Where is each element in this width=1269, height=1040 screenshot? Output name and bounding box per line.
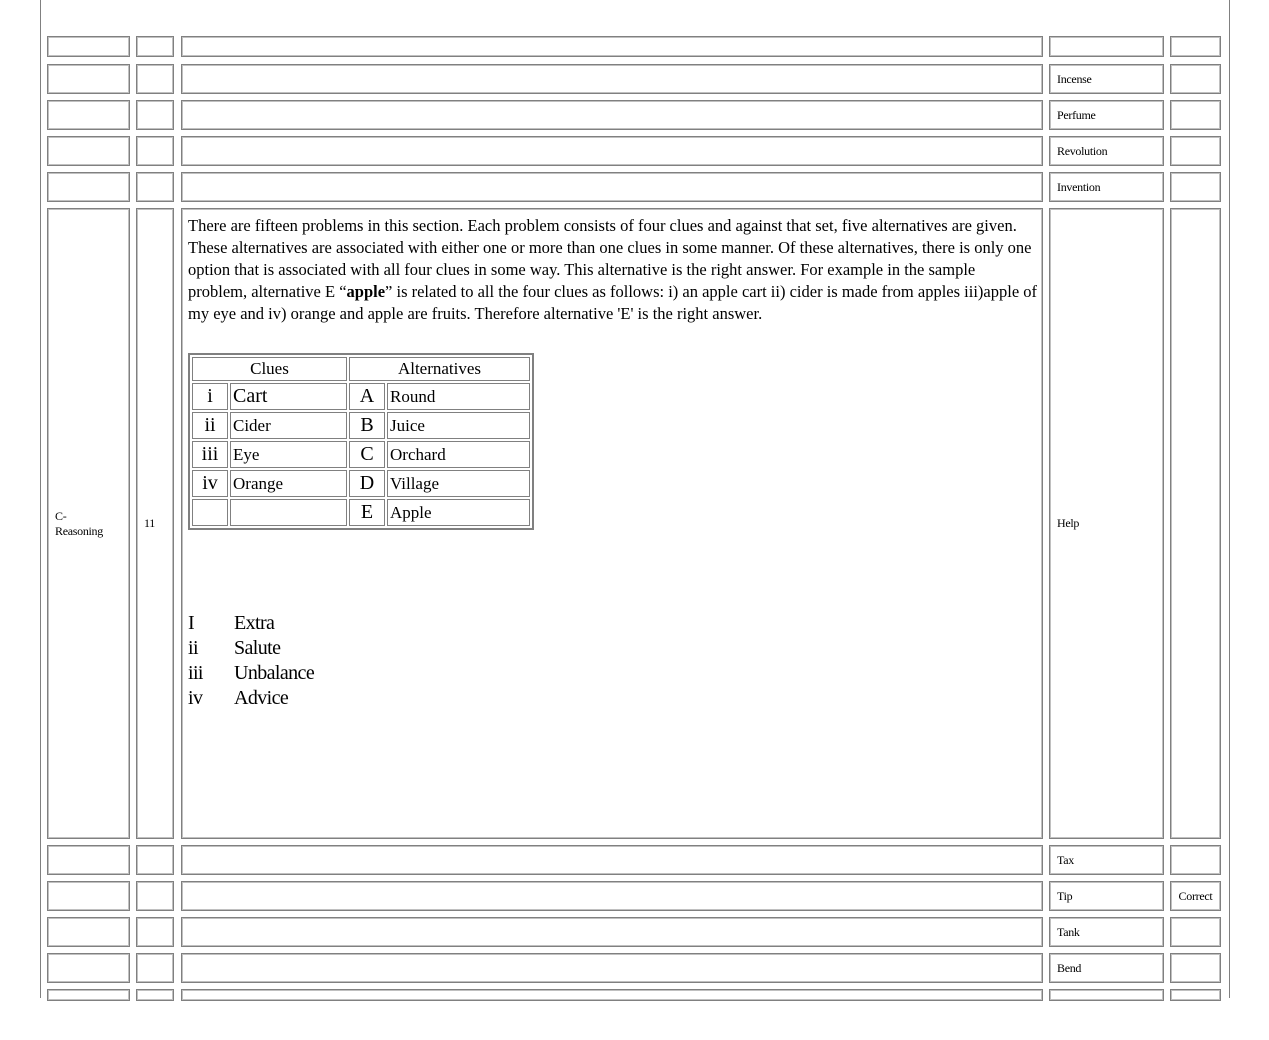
mark-cell: [1170, 953, 1221, 983]
question-cell: [181, 136, 1043, 166]
question-cell: [181, 100, 1043, 130]
list-item: [188, 636, 314, 661]
question-cell: [181, 64, 1043, 94]
option-cell: Revolution: [1049, 136, 1164, 166]
clue-text: Orange: [230, 470, 347, 497]
instructions-bold-word: apple: [346, 282, 386, 301]
option-cell: Tank: [1049, 917, 1164, 947]
clue-number: iii: [192, 441, 228, 468]
section-cell: [47, 845, 130, 875]
clue-word-number: I: [188, 612, 195, 634]
clue-text: Cart: [230, 383, 347, 410]
question-cell: [181, 36, 1043, 57]
section-cell: [47, 989, 130, 1001]
section-cell: [47, 64, 130, 94]
table-row: [192, 412, 530, 439]
mark-cell: [1170, 100, 1221, 130]
mark-cell: [1170, 172, 1221, 202]
section-cell: [47, 172, 130, 202]
option-cell: Incense: [1049, 64, 1164, 94]
number-cell: [136, 136, 174, 166]
number-cell: [136, 989, 174, 1001]
list-item: [188, 686, 314, 711]
option-cell: Invention: [1049, 172, 1164, 202]
number-cell: [136, 100, 174, 130]
option-cell: [1049, 36, 1164, 57]
alternative-text: Village: [387, 470, 530, 497]
table-row: [192, 441, 530, 468]
table-row: [192, 383, 530, 410]
mark-cell: [1170, 845, 1221, 875]
option-cell: Bend: [1049, 953, 1164, 983]
question-cell: [181, 917, 1043, 947]
number-cell: [136, 881, 174, 911]
alternative-letter: B: [349, 412, 385, 439]
alternative-letter: A: [349, 383, 385, 410]
table-row: [192, 470, 530, 497]
clue-text: Cider: [230, 412, 347, 439]
clue-word: Salute: [234, 637, 281, 659]
section-cell: [47, 36, 130, 57]
clue-number: ii: [192, 412, 228, 439]
option-cell: [1049, 989, 1164, 1001]
mark-cell: [1170, 136, 1221, 166]
section-cell: [47, 881, 130, 911]
table-header-row: [192, 357, 530, 381]
clue-word-number: ii: [188, 637, 198, 659]
clue-word: Unbalance: [234, 662, 315, 684]
section-cell: [47, 100, 130, 130]
clue-word: Advice: [234, 687, 289, 709]
clue-number: [192, 499, 228, 526]
alternative-letter: E: [349, 499, 385, 526]
clue-number: i: [192, 383, 228, 410]
clue-text: Eye: [230, 441, 347, 468]
option-cell: Tip: [1049, 881, 1164, 911]
question-number: 11: [136, 208, 174, 839]
number-cell: [136, 845, 174, 875]
section-cell: [47, 953, 130, 983]
question-cell: [181, 172, 1043, 202]
question-cell: [181, 881, 1043, 911]
clue-word-number: iv: [188, 687, 203, 709]
question-cell: [181, 989, 1043, 1001]
alternative-letter: D: [349, 470, 385, 497]
section-cell: [47, 917, 130, 947]
section-cell: [47, 136, 130, 166]
question-cell: [181, 953, 1043, 983]
clue-text: [230, 499, 347, 526]
alternative-text: Round: [387, 383, 530, 410]
mark-cell: [1170, 64, 1221, 94]
clue-word: Extra: [234, 612, 275, 634]
mark-cell: [1170, 989, 1221, 1001]
instructions-part-2: ” is related to all the four clues as follows: i) an apple cart ii) cider is made from apples iii)apple of my eye and iv) orange and apple are fruits. Therefore alternative 'E' is the right answer.: [188, 282, 1038, 323]
alternative-letter: C: [349, 441, 385, 468]
alternative-text: Orchard: [387, 441, 530, 468]
clues-header: Clues: [192, 357, 347, 381]
list-item: [188, 611, 314, 636]
instructions-part-1: There are fifteen problems in this section. Each problem consists of four clues and against that set, five alternatives are given. These alternatives are associated with either one or more than one clues in some manner. Of these alternatives, there is only one option that is associated with all four clues in some way. This alternative is the right answer. For example in the sample problem, alternative E “: [188, 216, 1032, 301]
clue-word-number: iii: [188, 662, 203, 684]
clue-number: iv: [192, 470, 228, 497]
mark-cell: Correct: [1170, 881, 1221, 911]
number-cell: [136, 172, 174, 202]
sample-clues-table: [188, 353, 534, 530]
alternatives-header: Alternatives: [349, 357, 530, 381]
list-item: [188, 661, 314, 686]
alternative-text: Apple: [387, 499, 530, 526]
option-cell: Tax: [1049, 845, 1164, 875]
instructions-text: [188, 215, 1038, 325]
table-row: [192, 499, 530, 526]
option-cell: Perfume: [1049, 100, 1164, 130]
number-cell: [136, 953, 174, 983]
option-cell: Help: [1049, 208, 1164, 839]
question-cell: [181, 845, 1043, 875]
mark-cell: [1170, 917, 1221, 947]
number-cell: [136, 917, 174, 947]
number-cell: [136, 64, 174, 94]
alternative-text: Juice: [387, 412, 530, 439]
mark-cell: [1170, 208, 1221, 839]
number-cell: [136, 36, 174, 57]
section-label: C- Reasoning: [47, 208, 130, 839]
mark-cell: [1170, 36, 1221, 57]
clue-word-list: [188, 611, 314, 711]
